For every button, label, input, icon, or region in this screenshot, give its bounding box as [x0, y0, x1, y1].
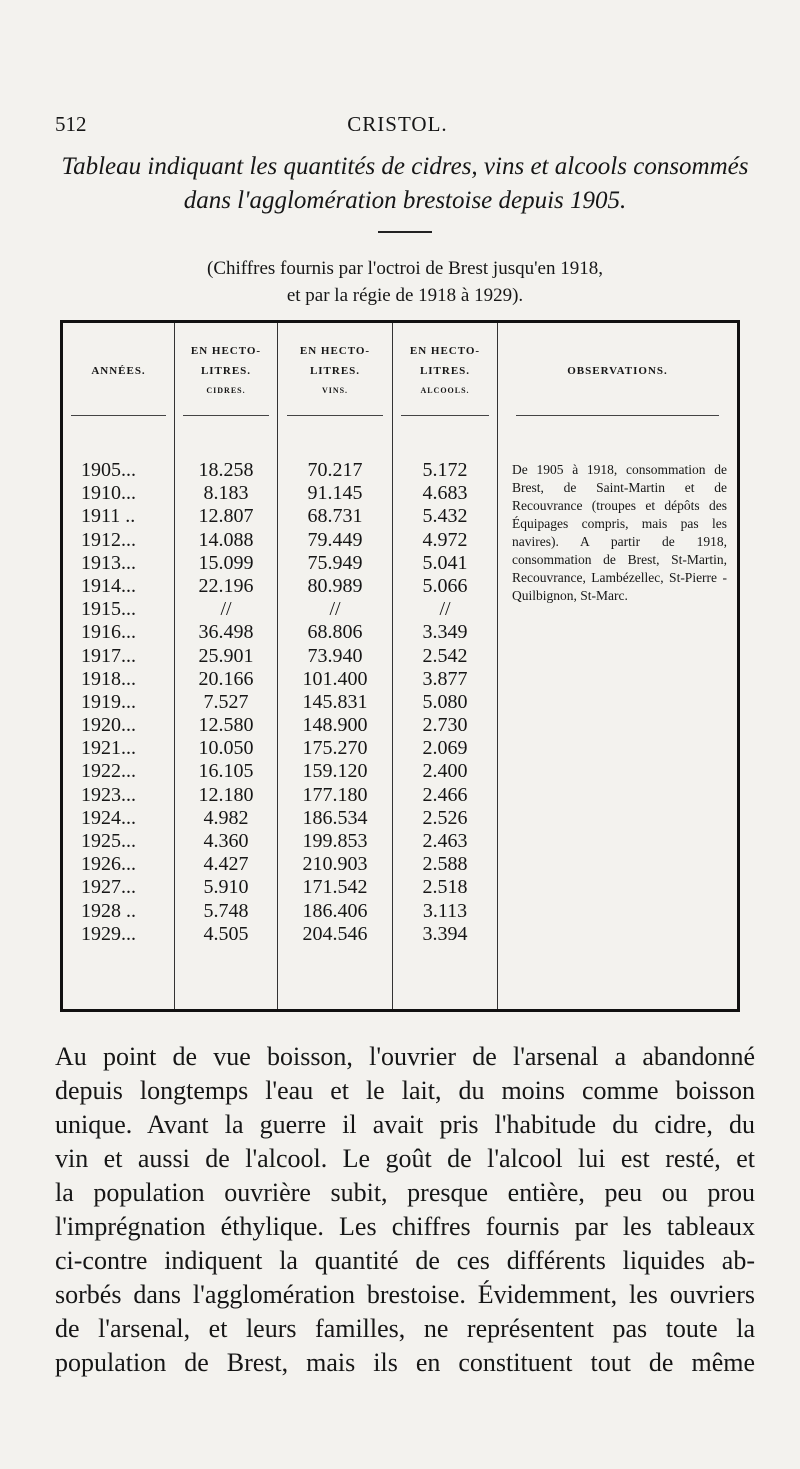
- year-cell: 1925...: [81, 830, 136, 852]
- vins-cell: 186.534: [302, 806, 368, 829]
- vins-cell: 199.853: [302, 830, 368, 852]
- cidres-cell: 22.196: [198, 574, 254, 597]
- year-cell: 1918...: [81, 667, 136, 690]
- vins-cell: 68.806: [307, 621, 363, 644]
- vins-cell: //: [329, 598, 341, 621]
- vins-cell: 73.940: [307, 644, 363, 667]
- year-cell: 1923...: [81, 783, 136, 806]
- year-cell: 1905...: [81, 459, 136, 481]
- alcools-cell: 2.730: [422, 714, 468, 737]
- alcools-cell: 3.113: [422, 899, 468, 922]
- vins-cell: 75.949: [307, 551, 363, 574]
- vins-cell: 79.449: [307, 528, 363, 551]
- cidres-cell: 4.982: [203, 806, 249, 829]
- vins-cell: 171.542: [302, 876, 368, 899]
- cidres-cell: 20.166: [198, 667, 254, 690]
- cidres-cell: 25.901: [198, 644, 254, 667]
- paragraph-line: Au point de vue boisson, l'ouvrier de l'arsenal a abandonné: [55, 1042, 755, 1071]
- alcools-cell: 2.466: [422, 783, 468, 806]
- vins-cell: 70.217: [307, 459, 363, 481]
- alcools-cell: 3.394: [422, 922, 468, 945]
- vins-cell: 177.180: [302, 783, 368, 806]
- header-rule: [287, 415, 384, 416]
- alcools-cell: //: [439, 598, 451, 621]
- table-title: [55, 150, 755, 233]
- year-cell: 1914...: [81, 574, 136, 597]
- page-number: 512: [55, 112, 87, 136]
- year-cell: 1916...: [81, 621, 136, 644]
- title-line-2: dans l'agglomération brestoise depuis 1905.: [183, 187, 627, 214]
- year-cell: 1924...: [81, 806, 136, 829]
- vins-cell: 204.546: [302, 922, 368, 945]
- cidres-cell: //: [220, 598, 232, 621]
- paragraph-line: unique. Avant la guerre il avait pris l'habitude du cidre, du: [55, 1110, 755, 1139]
- header-cidres: EN HECTO- LITRES. CIDRES.: [175, 322, 278, 434]
- vins-cell: 145.831: [302, 690, 368, 713]
- header-observations: OBSERVATIONS.: [498, 322, 739, 434]
- paragraph-line: de l'arsenal, et leurs familles, ne représentent pas toute la: [55, 1314, 755, 1343]
- header-rule: [516, 415, 719, 416]
- consumption-table: [60, 320, 740, 1012]
- alcools-cell: 2.518: [422, 876, 468, 899]
- alcools-cell: 2.463: [422, 830, 468, 852]
- title-line-1: Tableau indiquant les quantités de cidres, vins et alcools consommés: [61, 153, 749, 180]
- alcools-cell: 5.041: [422, 551, 468, 574]
- paragraph-line: la population ouvrière subit, presque entière, peu ou prou: [55, 1178, 755, 1207]
- paragraph-line: sorbés dans l'agglomération brestoise. Évidemment, les ouvriers: [55, 1280, 755, 1309]
- year-cell: 1929...: [81, 922, 136, 945]
- vins-cell: 101.400: [302, 667, 368, 690]
- observations-text: De 1905 à 1918, consommation de Brest, de Saint-Martin et de Recouvrance (troupes et dépôts des Équipages compris, mais pas les navires). A partir de 1918, consommation de Brest, St-Martin, Recouvrance, Lambézellec, St-Pierre - Quilbignon, St-Marc.: [512, 462, 727, 603]
- cidres-cell: 4.505: [203, 922, 249, 945]
- year-cell: 1911 ..: [81, 505, 136, 528]
- cidres-cell: 5.910: [203, 876, 249, 899]
- observations-column: [498, 433, 739, 1011]
- alcools-cell: 2.069: [422, 737, 468, 760]
- alcools-cell: 2.542: [422, 644, 468, 667]
- vins-column: [278, 433, 393, 1011]
- cidres-cell: 4.427: [203, 853, 249, 876]
- vins-cell: 175.270: [302, 737, 368, 760]
- source-line-1: (Chiffres fournis par l'octroi de Brest jusqu'en 1918,: [207, 258, 603, 279]
- year-cell: 1920...: [81, 714, 136, 737]
- page-header: [55, 112, 740, 142]
- cidres-cell: 15.099: [198, 551, 254, 574]
- cidres-cell: 14.088: [198, 528, 254, 551]
- source-note: [55, 255, 755, 309]
- header-rule: [183, 415, 270, 416]
- vins-cell: 210.903: [302, 853, 368, 876]
- year-cell: 1921...: [81, 737, 136, 760]
- vins-cell: 186.406: [302, 899, 368, 922]
- running-head: CRISTOL.: [347, 112, 448, 136]
- body-paragraph: [55, 1040, 755, 1380]
- title-rule: [378, 231, 432, 233]
- paragraph-line: depuis longtemps l'eau et le lait, du moins comme boisson: [55, 1076, 755, 1105]
- cidres-cell: 12.807: [198, 505, 254, 528]
- cidres-column: [175, 433, 278, 1011]
- alcools-cell: 5.066: [422, 574, 468, 597]
- alcools-cell: 3.877: [422, 667, 468, 690]
- cidres-cell: 12.580: [198, 714, 254, 737]
- paragraph-line: population de Brest, mais ils en constituent tout de même: [55, 1348, 755, 1377]
- alcools-cell: 5.432: [422, 505, 468, 528]
- header-alcools: EN HECTO- LITRES. ALCOOLS.: [393, 322, 498, 434]
- vins-cell: 148.900: [302, 714, 368, 737]
- year-cell: 1915...: [81, 598, 136, 621]
- header-years: ANNÉES.: [62, 322, 175, 434]
- paragraph-line: ci-contre indiquent la quantité de ces différents liquides ab-: [55, 1246, 755, 1275]
- alcools-cell: 2.400: [422, 760, 468, 783]
- alcools-cell: 5.172: [422, 459, 468, 481]
- vins-cell: 80.989: [307, 574, 363, 597]
- cidres-cell: 16.105: [198, 760, 254, 783]
- alcools-cell: 4.972: [422, 528, 468, 551]
- paragraph-line: l'imprégnation éthylique. Les chiffres fournis par les tableaux: [55, 1212, 755, 1241]
- cidres-cell: 12.180: [198, 783, 254, 806]
- header-vins: EN HECTO- LITRES. VINS.: [278, 322, 393, 434]
- cidres-cell: 36.498: [198, 621, 254, 644]
- alcools-cell: 3.349: [422, 621, 468, 644]
- cidres-cell: 4.360: [203, 830, 249, 852]
- source-line-2: et par la régie de 1918 à 1929).: [286, 285, 524, 306]
- vins-cell: 68.731: [307, 505, 363, 528]
- cidres-cell: 10.050: [198, 737, 254, 760]
- year-cell: 1928 ..: [81, 899, 136, 922]
- cidres-cell: 7.527: [203, 690, 249, 713]
- year-cell: 1917...: [81, 644, 136, 667]
- header-rule: [71, 415, 165, 416]
- alcools-cell: 2.588: [422, 853, 468, 876]
- cidres-cell: 18.258: [198, 459, 254, 481]
- cidres-cell: 8.183: [203, 482, 249, 505]
- year-cell: 1912...: [81, 528, 136, 551]
- paragraph-line: vin et aussi de l'alcool. Le goût de l'alcool lui est resté, et: [55, 1144, 755, 1173]
- year-cell: 1927...: [81, 876, 136, 899]
- header-rule: [401, 415, 489, 416]
- alcools-cell: 2.526: [422, 806, 468, 829]
- vins-cell: 91.145: [307, 482, 363, 505]
- alcools-column: [393, 433, 498, 1011]
- vins-cell: 159.120: [302, 760, 368, 783]
- year-cell: 1926...: [81, 853, 136, 876]
- alcools-cell: 5.080: [422, 690, 468, 713]
- year-cell: 1922...: [81, 760, 136, 783]
- year-cell: 1910...: [81, 482, 136, 505]
- year-cell: 1919...: [81, 690, 136, 713]
- cidres-cell: 5.748: [203, 899, 249, 922]
- alcools-cell: 4.683: [422, 482, 468, 505]
- years-column: [62, 433, 175, 1011]
- year-cell: 1913...: [81, 551, 136, 574]
